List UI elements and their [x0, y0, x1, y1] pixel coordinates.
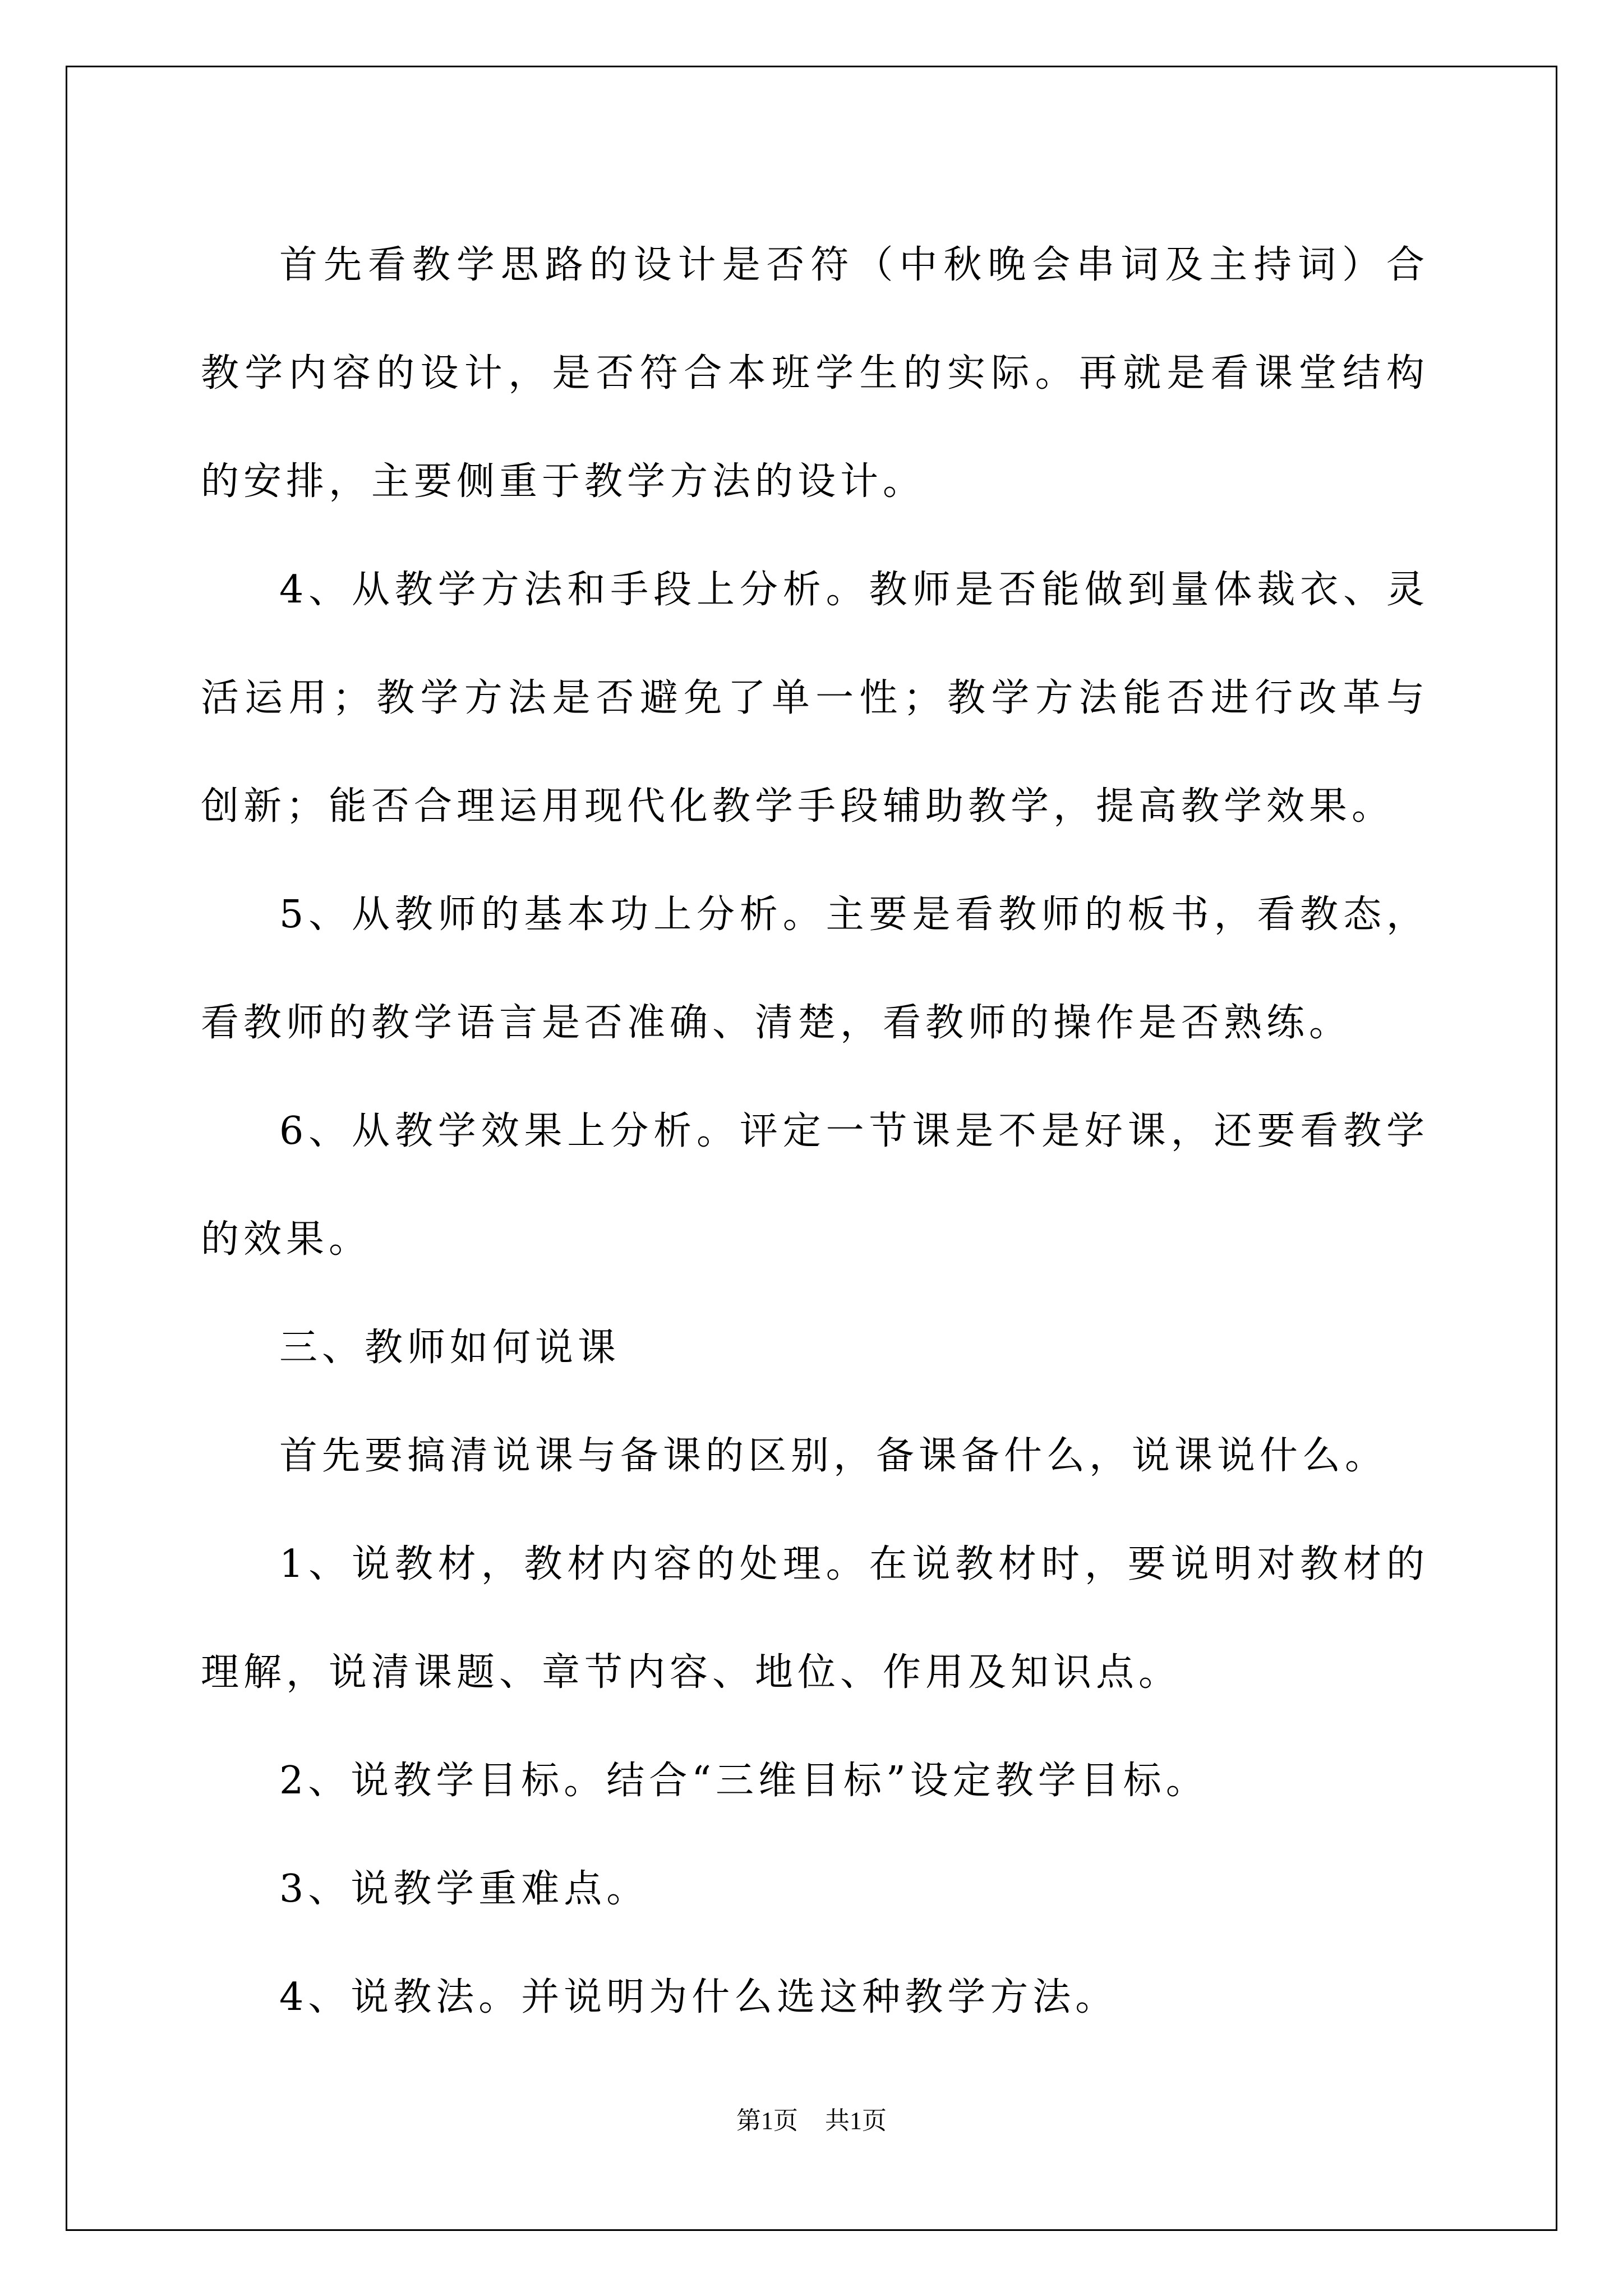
paragraph: 4、从教学方法和手段上分析。教师是否能做到量体裁衣、灵活运用；教学方法是否避免了单一性；教学方法能否进行改革与创新；能否合理运用现代化教学手段辅助教学，提高教学效果。 [201, 568, 1429, 829]
page-number: 第1页 [736, 2107, 798, 2134]
page-total: 共1页 [825, 2107, 887, 2134]
paragraph: 2、说教学目标。结合“三维目标”设定教学目标。 [279, 1759, 1209, 1803]
document-body [201, 211, 1429, 2051]
section-heading: 三、教师如何说课 [279, 1326, 621, 1370]
paragraph: 5、从教师的基本功上分析。主要是看教师的板书，看教态，看教师的教学语言是否准确、清楚，看教师的操作是否熟练。 [201, 892, 1429, 1045]
paragraph: 首先要搞清说课与备课的区别，备课备什么，说课说什么。 [279, 1434, 1388, 1478]
paragraph: 4、说教法。并说明为什么选这种教学方法。 [279, 1975, 1118, 2019]
paragraph: 3、说教学重难点。 [279, 1867, 649, 1911]
page-footer [0, 2100, 1623, 2136]
paragraph: 1、说教材，教材内容的处理。在说教材时，要说明对教材的理解，说清课题、章节内容、地位、作用及知识点。 [201, 1542, 1429, 1695]
paragraph: 6、从教学效果上分析。评定一节课是不是好课，还要看教学的效果。 [201, 1109, 1429, 1262]
paragraph: 首先看教学思路的设计是否符（中秋晚会串词及主持词）合教学内容的设计，是否符合本班学生的实际。再就是看课堂结构的安排，主要侧重于教学方法的设计。 [201, 243, 1429, 504]
